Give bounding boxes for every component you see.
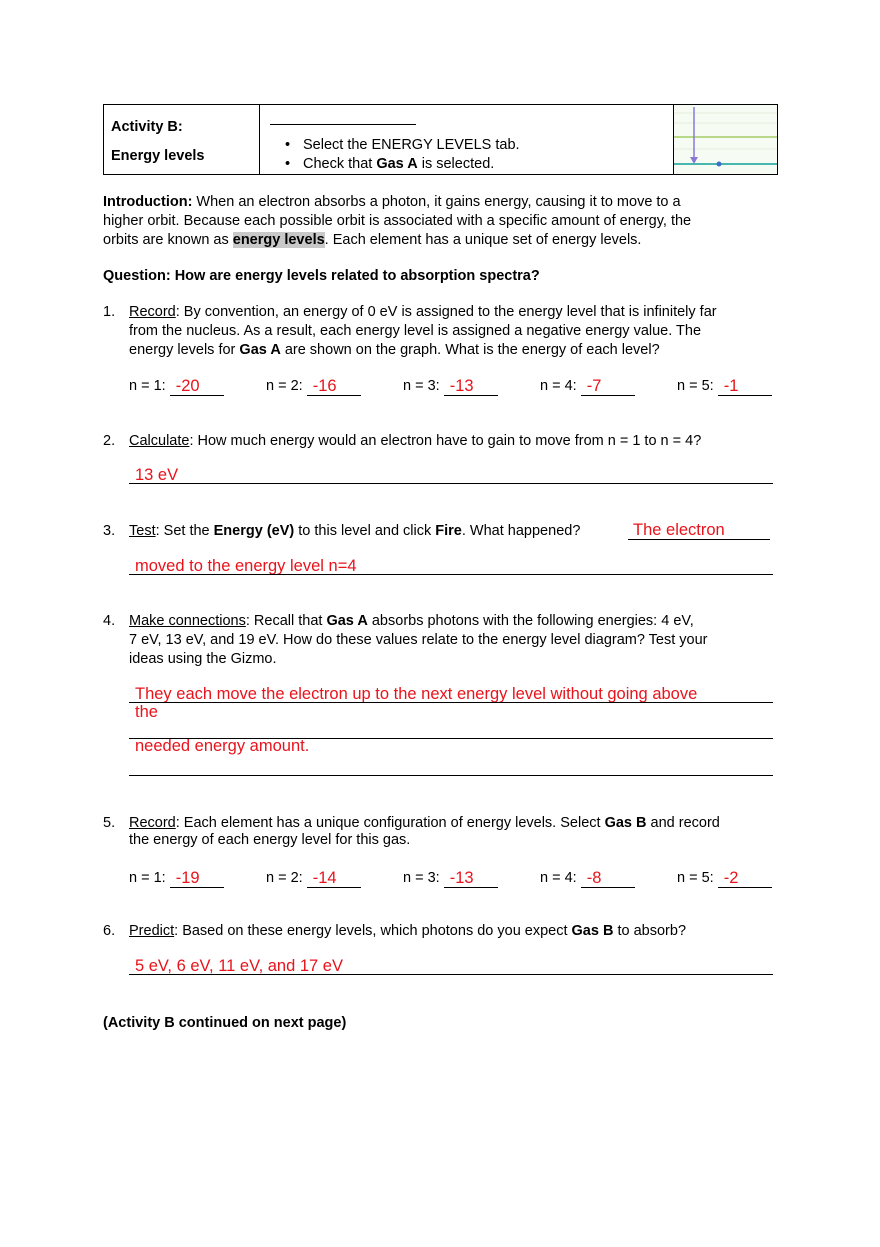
answer-value: -13: [449, 377, 474, 395]
q5-number: 5.: [103, 815, 116, 831]
q4-answer-2[interactable]: the: [135, 703, 158, 721]
answer-value: -19: [175, 869, 200, 887]
q1-level-1: [129, 377, 224, 396]
q5-level-4: [540, 869, 635, 888]
answer-blank[interactable]: [718, 871, 772, 888]
answer-blank[interactable]: [307, 871, 361, 888]
header-rule: [270, 124, 416, 125]
level-label: n = 1:: [129, 378, 166, 394]
q1-text: energy levels for: [129, 342, 240, 358]
q1-label: Record: [129, 304, 176, 320]
q2-line: [129, 432, 701, 451]
q1-line-2: from the nucleus. As a result, each energy level is assigned a negative energy value. The: [129, 323, 702, 339]
level-label: n = 4:: [540, 378, 577, 394]
q1-level-3: [403, 377, 498, 396]
q5-text: and record: [646, 815, 720, 831]
answer-line: [129, 775, 773, 776]
intro-text: . Each element has a unique set of energy levels.: [324, 232, 642, 248]
answer-line: [129, 974, 773, 975]
q2-answer[interactable]: 13 eV: [135, 466, 179, 484]
q1-level-2: [266, 377, 361, 396]
answer-value: -2: [723, 869, 739, 887]
q1-text: : By convention, an energy of 0 eV is assigned to the energy level that is infinitely far: [175, 304, 717, 320]
level-label: n = 4:: [540, 870, 577, 886]
intro-text: When an electron absorbs a photon, it gains energy, causing it to move to a: [192, 194, 681, 210]
answer-value: -1: [723, 377, 739, 395]
q6-label: Predict: [129, 923, 175, 939]
q6-text: to absorb?: [613, 923, 687, 939]
q5-label: Record: [129, 815, 176, 831]
activity-title: Energy levels: [111, 148, 205, 164]
q3-number: 3.: [103, 523, 116, 539]
continued-note: (Activity B continued on next page): [103, 1015, 347, 1031]
q4-bold: Gas A: [326, 613, 368, 629]
answer-value: -14: [312, 869, 337, 887]
level-label: n = 5:: [677, 378, 714, 394]
q3-answer-2[interactable]: moved to the energy level n=4: [135, 557, 357, 575]
q5-level-5: [677, 869, 772, 888]
q1-line-1: [129, 303, 717, 322]
answer-value: -13: [449, 869, 474, 887]
q5-level-2: [266, 869, 361, 888]
q5-level-1: [129, 869, 224, 888]
level-label: n = 1:: [129, 870, 166, 886]
level-label: n = 5:: [677, 870, 714, 886]
intro-label: Introduction:: [103, 194, 193, 210]
answer-line: [129, 483, 773, 484]
q4-text: : Recall that: [245, 613, 327, 629]
q1-text: are shown on the graph. What is the energy of each level?: [280, 342, 660, 358]
q6-bold: Gas B: [571, 923, 614, 939]
answer-blank[interactable]: [444, 379, 498, 396]
intro-line-3: [103, 231, 641, 250]
level-label: n = 3:: [403, 870, 440, 886]
q3-label: Test: [129, 523, 156, 539]
q6-text: : Based on these energy levels, which photons do you expect: [174, 923, 572, 939]
answer-blank[interactable]: [444, 871, 498, 888]
answer-value: -16: [312, 377, 337, 395]
answer-blank[interactable]: [718, 379, 772, 396]
intro-line-2: higher orbit. Because each possible orbit is associated with a specific amount of energy, the: [103, 213, 692, 229]
activity-title-cell: [104, 105, 260, 174]
instruction-item: • Select the ENERGY LEVELS tab.: [285, 136, 520, 155]
energy-diagram-thumbnail-icon: [674, 105, 777, 174]
q6-answer[interactable]: 5 eV, 6 eV, 11 eV, and 17 eV: [135, 957, 343, 975]
instruction-text: Check that: [303, 156, 377, 172]
intro-text: orbits are known as: [103, 232, 233, 248]
q4-label: Make connections: [129, 613, 246, 629]
q3-bold: Fire: [435, 523, 462, 539]
level-label: n = 2:: [266, 378, 303, 394]
instruction-bold: Gas A: [376, 156, 418, 172]
instruction-item: [285, 155, 520, 174]
answer-line: [628, 539, 770, 540]
q4-answer-1[interactable]: They each move the electron up to the next energy level without going above: [135, 685, 698, 703]
answer-line: [129, 702, 773, 703]
answer-line: [129, 574, 773, 575]
q4-number: 4.: [103, 613, 116, 629]
level-label: n = 3:: [403, 378, 440, 394]
answer-blank[interactable]: [307, 379, 361, 396]
q1-line-3: [129, 341, 660, 360]
instruction-text: is selected.: [417, 156, 495, 172]
q5-text: : Each element has a unique configuration of energy levels. Select: [175, 815, 605, 831]
answer-value: -7: [586, 377, 602, 395]
q3-text: . What happened?: [461, 523, 581, 539]
answer-blank[interactable]: [170, 379, 224, 396]
q5-bold: Gas B: [604, 815, 647, 831]
main-question: Question: How are energy levels related to absorption spectra?: [103, 268, 540, 284]
answer-blank[interactable]: [170, 871, 224, 888]
q5-line-2: the energy of each energy level for this gas.: [129, 832, 411, 848]
q2-number: 2.: [103, 433, 116, 449]
q3-line: [129, 522, 580, 541]
q4-answer-3[interactable]: needed energy amount.: [135, 737, 310, 755]
instructions-list: [285, 136, 520, 174]
q2-text: : How much energy would an electron have to gain to move from n = 1 to n = 4?: [189, 433, 702, 449]
level-label: n = 2:: [266, 870, 303, 886]
highlighted-term: energy levels: [232, 232, 325, 248]
q1-bold: Gas A: [239, 342, 281, 358]
q3-text: : Set the: [155, 523, 214, 539]
intro-line-1: [103, 193, 681, 212]
q4-line-2: 7 eV, 13 eV, and 19 eV. How do these values relate to the energy level diagram? Test your: [129, 632, 708, 648]
q4-line-1: [129, 612, 694, 631]
answer-value: -20: [175, 377, 200, 395]
activity-header-table: [103, 104, 778, 175]
q3-text: to this level and click: [294, 523, 436, 539]
answer-value: -8: [586, 869, 602, 887]
q3-bold: Energy (eV): [213, 523, 295, 539]
q2-label: Calculate: [129, 433, 190, 449]
q1-level-4: [540, 377, 635, 396]
q4-text: absorbs photons with the following energies: 4 eV,: [367, 613, 694, 629]
activity-label: Activity B:: [111, 119, 183, 135]
q6-number: 6.: [103, 923, 116, 939]
gizmo-thumbnail: [673, 105, 777, 174]
answer-blank[interactable]: [581, 871, 635, 888]
q5-level-3: [403, 869, 498, 888]
q4-line-3: ideas using the Gizmo.: [129, 651, 277, 667]
q1-number: 1.: [103, 304, 116, 320]
q6-line: [129, 922, 686, 941]
q1-level-5: [677, 377, 772, 396]
q3-answer-1[interactable]: The electron: [633, 521, 725, 539]
answer-blank[interactable]: [581, 379, 635, 396]
